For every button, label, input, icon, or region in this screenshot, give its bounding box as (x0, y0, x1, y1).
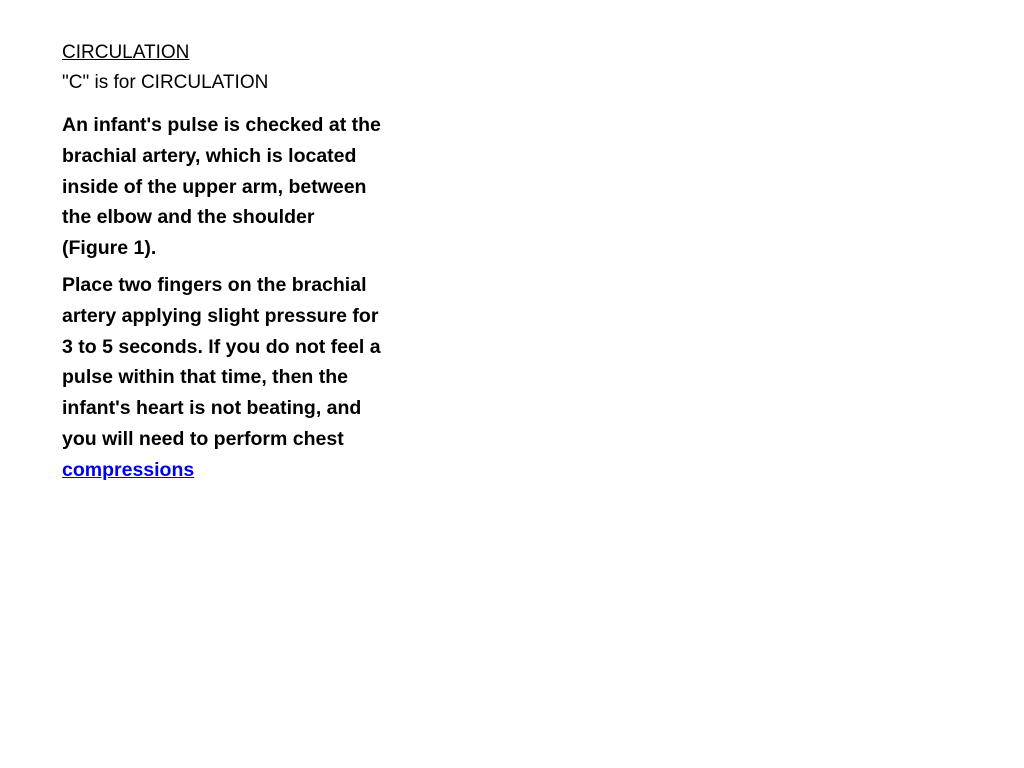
heading-block (62, 38, 382, 98)
page-subtitle: "C" is for CIRCULATION (62, 72, 269, 93)
paragraph-check-pulse-text: Place two fingers on the brachial artery applying slight pressure for 3 to 5 seconds. If you do not feel a pulse within that time, then the infant's heart is not beating, and you will need to perform chest (62, 273, 381, 450)
content-column (62, 38, 382, 486)
paragraph-brachial-artery: An infant's pulse is checked at the brachial artery, which is located inside of the upper arm, between the elbow and the shoulder (Figure 1). (62, 114, 381, 260)
page-title: CIRCULATION (62, 42, 190, 63)
paragraph-check-pulse (62, 270, 382, 486)
compressions-link[interactable]: compressions (62, 458, 195, 481)
